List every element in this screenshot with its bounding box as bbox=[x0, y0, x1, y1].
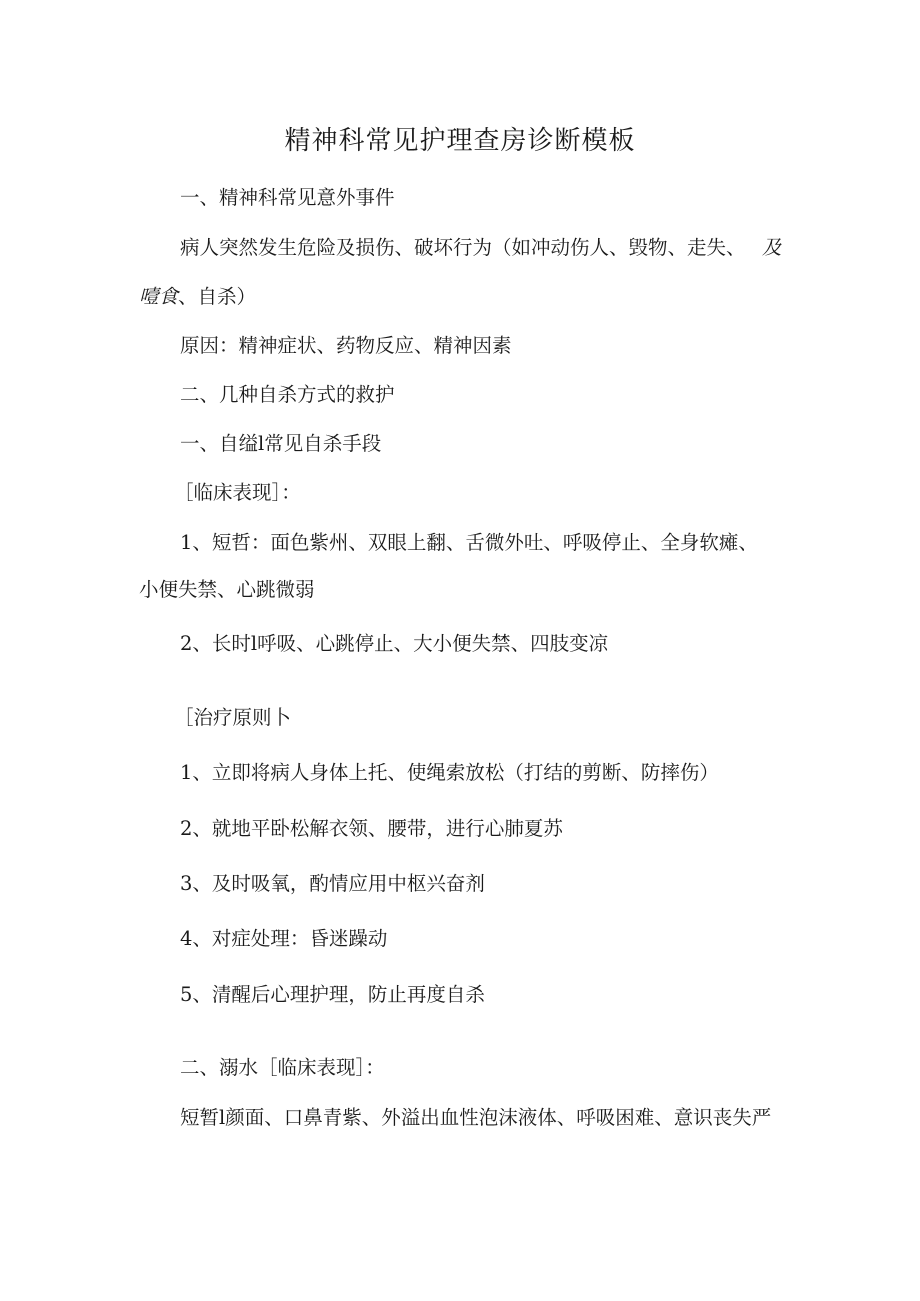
section-heading-accidents: 一、精神科常见意外事件 bbox=[180, 186, 395, 209]
list-item-treatment-4: 4、对症处理：昏迷躁动 bbox=[180, 927, 388, 950]
label-clinical-manifestation: ［临床表现］： bbox=[174, 481, 301, 504]
label-treatment-principle: ［治疗原则卜 bbox=[174, 706, 292, 729]
list-item-short-term-line-2: 小便失禁、心跳微弱 bbox=[139, 578, 315, 601]
list-item-treatment-2: 2、就地平卧松解衣领、腰带，进行心肺夏苏 bbox=[180, 817, 563, 840]
list-item-treatment-3: 3、及时吸氧，酌情应用中枢兴奋剂 bbox=[180, 872, 485, 895]
list-item-treatment-1: 1、立即将病人身体上托、使绳索放松（打结的剪断、防摔伤） bbox=[180, 761, 719, 784]
suicide-text: 、自杀） bbox=[178, 285, 257, 308]
paragraph-accidents-italic-ji: 及 bbox=[762, 236, 782, 259]
paragraph-accidents-line-2 bbox=[139, 285, 256, 309]
subsection-heading-hanging: 一、自缢l常见自杀手段 bbox=[180, 432, 382, 455]
list-item-treatment-5: 5、清醒后心理护理，防止再度自杀 bbox=[180, 983, 485, 1006]
list-item-long-term: 2、长时l呼吸、心跳停止、大小便失禁、四肢变凉 bbox=[180, 632, 609, 655]
list-item-short-term-line-1: 1、短哲：面色紫州、双眼上翻、舌微外吐、呼吸停止、全身软瘫、 bbox=[180, 531, 758, 554]
subsection-heading-drowning: 二、溺水［临床表现］： bbox=[180, 1056, 385, 1079]
section-heading-suicide-rescue: 二、几种自杀方式的救护 bbox=[180, 383, 395, 406]
paragraph-causes: 原因：精神症状、药物反应、精神因素 bbox=[180, 334, 512, 357]
italic-choking-text: 噎食 bbox=[139, 285, 179, 308]
paragraph-drowning-line-1: 短暂l颜面、口鼻青紫、外溢出血性泡沫液体、呼吸困难、意识丧失严 bbox=[180, 1106, 772, 1129]
paragraph-accidents-line-1: 病人突然发生危险及损伤、破坏行为（如冲动伤人、毁物、走失、 bbox=[180, 236, 746, 259]
document-title: 精神科常见护理查房诊断模板 bbox=[284, 126, 636, 156]
